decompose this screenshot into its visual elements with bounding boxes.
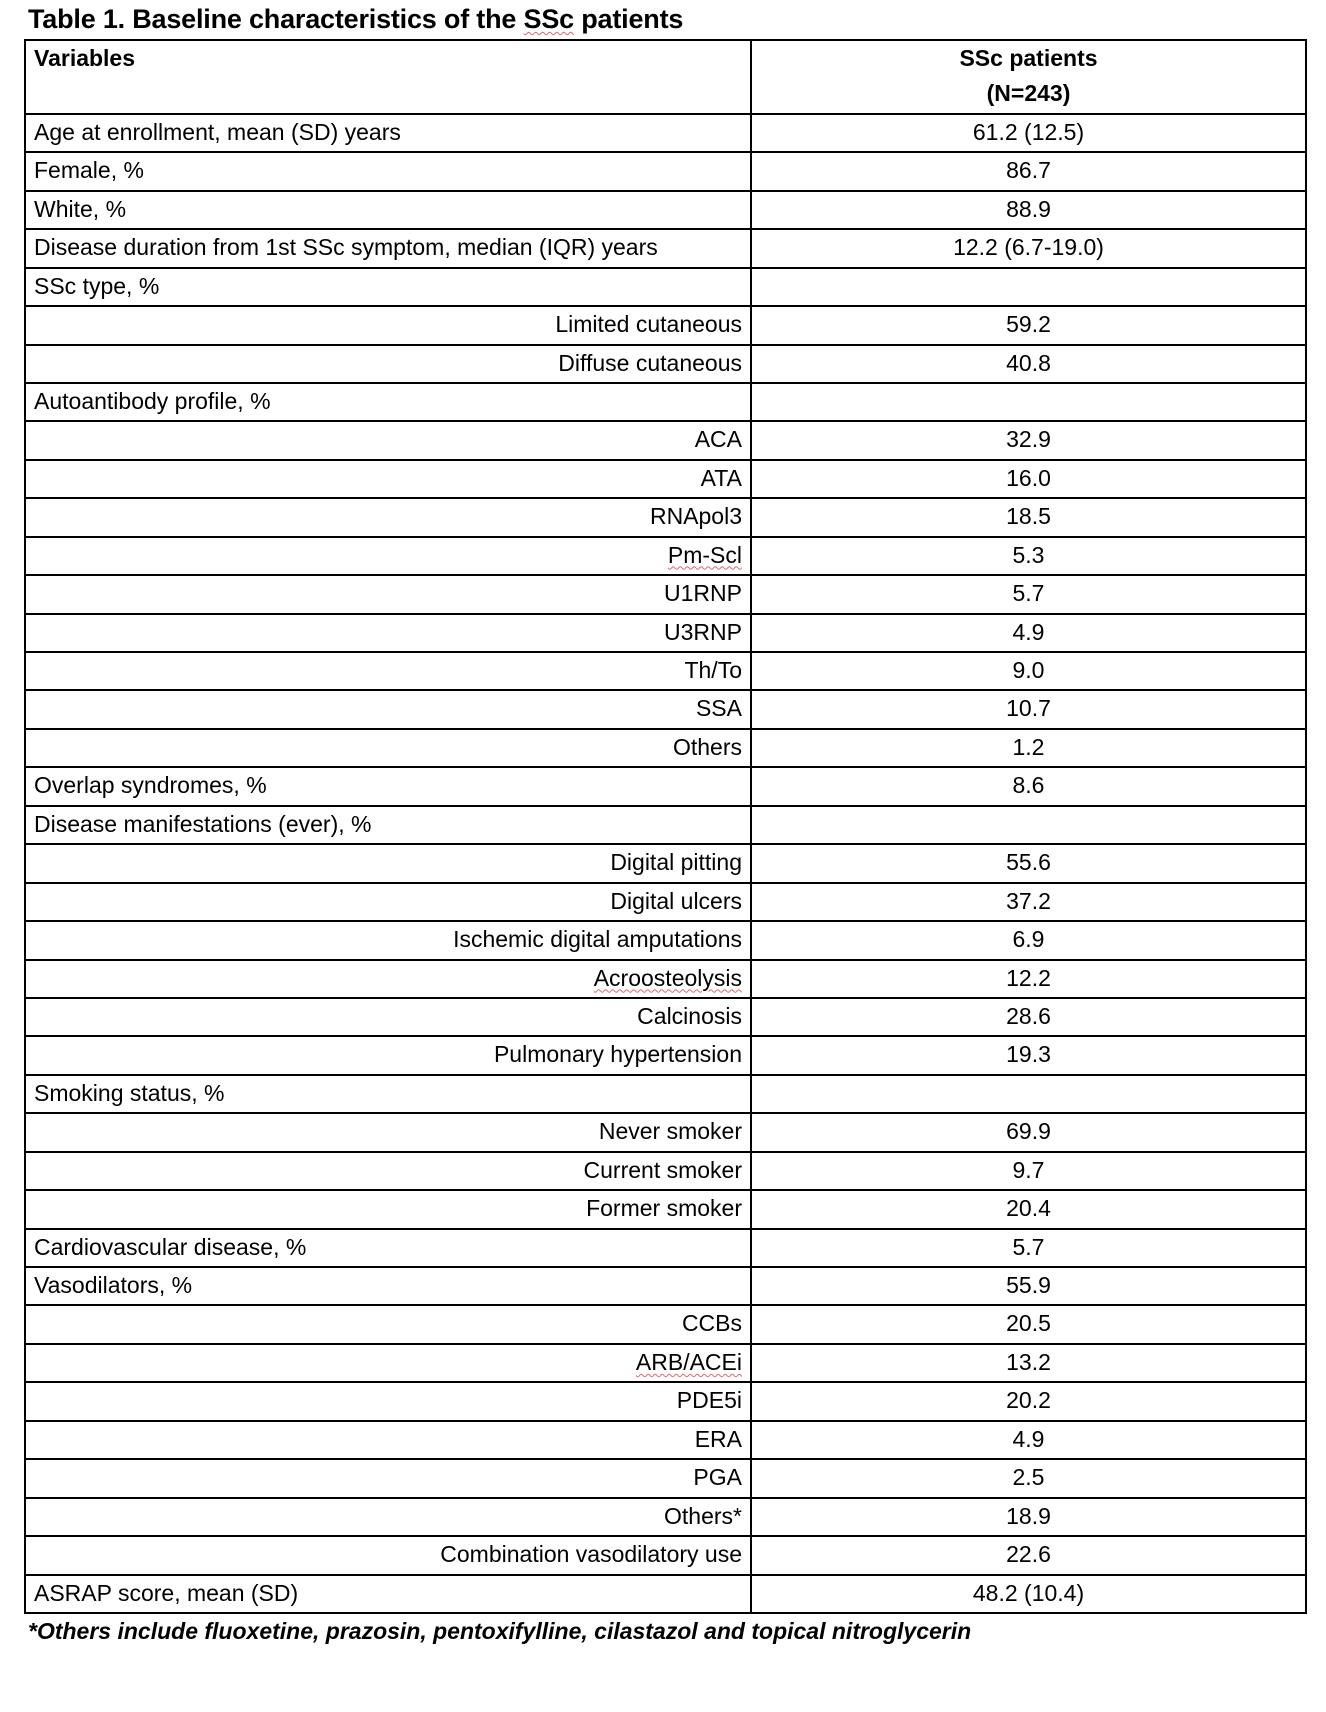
table-row [25, 921, 1306, 959]
table-row [25, 1305, 1306, 1343]
row-label [25, 1113, 751, 1151]
table-title-suffix: patients [573, 4, 684, 34]
table-row [25, 1382, 1306, 1420]
table-row [25, 191, 1306, 229]
row-label-text: Limited cutaneous [555, 311, 742, 338]
table-row [25, 1113, 1306, 1151]
row-label-text: White, % [34, 195, 127, 222]
row-label-text: Th/To [684, 657, 742, 684]
table-row [25, 960, 1306, 998]
row-label-text: Current smoker [583, 1156, 742, 1183]
row-label-text: Ischemic digital amputations [453, 926, 742, 953]
row-value: 69.9 [751, 1113, 1306, 1151]
table-row [25, 345, 1306, 383]
row-label [25, 652, 751, 690]
row-label [25, 1190, 751, 1228]
row-value: 9.0 [751, 652, 1306, 690]
row-label [25, 806, 751, 844]
row-label-text: Autoantibody profile, % [34, 387, 271, 414]
row-label [25, 191, 751, 229]
table-row [25, 1229, 1306, 1267]
row-label-text: Digital pitting [610, 849, 742, 876]
baseline-characteristics-table [24, 39, 1307, 1614]
table-body [25, 114, 1306, 1613]
table-title-keyword: SSc [523, 4, 574, 34]
table-row [25, 1459, 1306, 1497]
table-row [25, 1575, 1306, 1613]
row-label-text: Age at enrollment, mean (SD) years [34, 118, 401, 145]
row-label [25, 537, 751, 575]
row-label-text: Never smoker [598, 1118, 742, 1145]
column-header-line1: SSc patients [959, 45, 1098, 72]
row-label-text: Former smoker [586, 1195, 742, 1222]
row-label-text: Diffuse cutaneous [558, 349, 742, 376]
row-value: 1.2 [751, 729, 1306, 767]
row-label [25, 1305, 751, 1343]
table-row [25, 1344, 1306, 1382]
table-row [25, 421, 1306, 459]
row-label-text: CCBs [681, 1310, 742, 1337]
column-header-line2: (N=243) [986, 80, 1071, 107]
row-value: 55.6 [751, 844, 1306, 882]
row-value: 20.2 [751, 1382, 1306, 1420]
row-label [25, 1152, 751, 1190]
table-row [25, 652, 1306, 690]
row-value: 32.9 [751, 421, 1306, 459]
row-value [751, 806, 1306, 844]
table-row [25, 690, 1306, 728]
row-value: 9.7 [751, 1152, 1306, 1190]
table-title-prefix: Table 1. Baseline characteristics of the [28, 4, 524, 34]
table-footnote: *Others include fluoxetine, prazosin, pentoxifylline, cilastazol and topical nitroglycerin [28, 1617, 972, 1644]
row-label [25, 1075, 751, 1113]
row-label [25, 1498, 751, 1536]
table-row [25, 1267, 1306, 1305]
row-value: 28.6 [751, 998, 1306, 1036]
row-value: 18.5 [751, 498, 1306, 536]
row-value: 61.2 (12.5) [751, 114, 1306, 152]
row-value: 4.9 [751, 614, 1306, 652]
row-label [25, 1459, 751, 1497]
row-value: 19.3 [751, 1036, 1306, 1074]
table-row [25, 383, 1306, 421]
row-label [25, 883, 751, 921]
table-row [25, 1421, 1306, 1459]
row-label [25, 1267, 751, 1305]
row-label [25, 1229, 751, 1267]
row-label-text: ATA [700, 464, 742, 491]
row-label [25, 383, 751, 421]
table-row [25, 844, 1306, 882]
column-header-variables: Variables [25, 40, 751, 114]
table-row [25, 614, 1306, 652]
row-label [25, 1536, 751, 1574]
table-row [25, 1075, 1306, 1113]
row-label [25, 421, 751, 459]
row-label [25, 767, 751, 805]
row-value: 5.3 [751, 537, 1306, 575]
row-label-text: ARB/ACEi [635, 1348, 742, 1375]
table-row [25, 498, 1306, 536]
table-title [28, 4, 1320, 35]
row-label [25, 1575, 751, 1613]
row-value [751, 268, 1306, 306]
row-label [25, 844, 751, 882]
row-value: 59.2 [751, 306, 1306, 344]
row-label-text: Female, % [34, 157, 144, 184]
row-value: 5.7 [751, 575, 1306, 613]
row-value [751, 1075, 1306, 1113]
row-label-text: Pm-Scl [667, 541, 742, 568]
row-value: 10.7 [751, 690, 1306, 728]
row-label-text: PGA [693, 1464, 742, 1491]
row-label [25, 498, 751, 536]
row-label [25, 1344, 751, 1382]
row-label [25, 1382, 751, 1420]
row-value: 37.2 [751, 883, 1306, 921]
column-header-ssc-patients [751, 40, 1306, 114]
table-row [25, 229, 1306, 267]
table-row [25, 1036, 1306, 1074]
row-label-text: Vasodilators, % [34, 1272, 193, 1299]
row-value: 16.0 [751, 460, 1306, 498]
row-value: 20.5 [751, 1305, 1306, 1343]
row-label-text: SSc type, % [34, 272, 160, 299]
row-label-text: Others* [664, 1502, 742, 1529]
row-label [25, 152, 751, 190]
row-label-text: Pulmonary hypertension [493, 1041, 742, 1068]
row-label-text: RNApol3 [649, 503, 742, 530]
table-row [25, 767, 1306, 805]
row-label [25, 960, 751, 998]
row-label [25, 921, 751, 959]
row-label [25, 729, 751, 767]
row-label-text: ACA [694, 426, 742, 453]
row-label-text: PDE5i [676, 1387, 742, 1414]
row-value: 4.9 [751, 1421, 1306, 1459]
row-value: 12.2 [751, 960, 1306, 998]
row-label [25, 575, 751, 613]
row-value: 48.2 (10.4) [751, 1575, 1306, 1613]
row-label-text: Combination vasodilatory use [440, 1541, 742, 1568]
row-value: 88.9 [751, 191, 1306, 229]
row-value: 20.4 [751, 1190, 1306, 1228]
table-row [25, 152, 1306, 190]
row-label [25, 114, 751, 152]
row-label [25, 998, 751, 1036]
row-label [25, 306, 751, 344]
row-value: 40.8 [751, 345, 1306, 383]
table-row [25, 575, 1306, 613]
row-label [25, 268, 751, 306]
row-label-text: Calcinosis [637, 1002, 742, 1029]
row-label-text: Overlap syndromes, % [34, 772, 267, 799]
table-row [25, 1190, 1306, 1228]
row-label [25, 690, 751, 728]
row-value: 86.7 [751, 152, 1306, 190]
table-row [25, 729, 1306, 767]
row-label-text: Others [672, 733, 742, 760]
row-label-text: Acroosteolysis [593, 964, 742, 991]
row-label-text: ERA [694, 1425, 742, 1452]
row-label-text: Disease duration from 1st SSc symptom, median (IQR) years [34, 234, 658, 261]
table-row [25, 114, 1306, 152]
row-label [25, 345, 751, 383]
table-row [25, 460, 1306, 498]
row-label-text: U1RNP [664, 580, 742, 607]
row-value: 55.9 [751, 1267, 1306, 1305]
row-label-text: Smoking status, % [34, 1079, 225, 1106]
row-label-text: SSA [695, 695, 742, 722]
table-row [25, 806, 1306, 844]
row-label-text: Disease manifestations (ever), % [34, 810, 372, 837]
table-header-row [25, 40, 1306, 114]
row-label-text: Cardiovascular disease, % [34, 1233, 307, 1260]
table-row [25, 306, 1306, 344]
table-row [25, 883, 1306, 921]
table-row [25, 1152, 1306, 1190]
row-value: 13.2 [751, 1344, 1306, 1382]
table-row [25, 1536, 1306, 1574]
row-value: 6.9 [751, 921, 1306, 959]
row-label [25, 1421, 751, 1459]
table-row [25, 537, 1306, 575]
row-label [25, 460, 751, 498]
row-value: 5.7 [751, 1229, 1306, 1267]
row-label-text: Digital ulcers [610, 887, 742, 914]
row-value: 22.6 [751, 1536, 1306, 1574]
row-value: 12.2 (6.7-19.0) [751, 229, 1306, 267]
row-label-text: ASRAP score, mean (SD) [34, 1579, 299, 1606]
row-label [25, 1036, 751, 1074]
row-value [751, 383, 1306, 421]
row-label [25, 229, 751, 267]
table-row [25, 1498, 1306, 1536]
table-row [25, 998, 1306, 1036]
row-label [25, 614, 751, 652]
row-value: 18.9 [751, 1498, 1306, 1536]
row-label-text: U3RNP [664, 618, 742, 645]
table-row [25, 268, 1306, 306]
row-value: 2.5 [751, 1459, 1306, 1497]
row-value: 8.6 [751, 767, 1306, 805]
